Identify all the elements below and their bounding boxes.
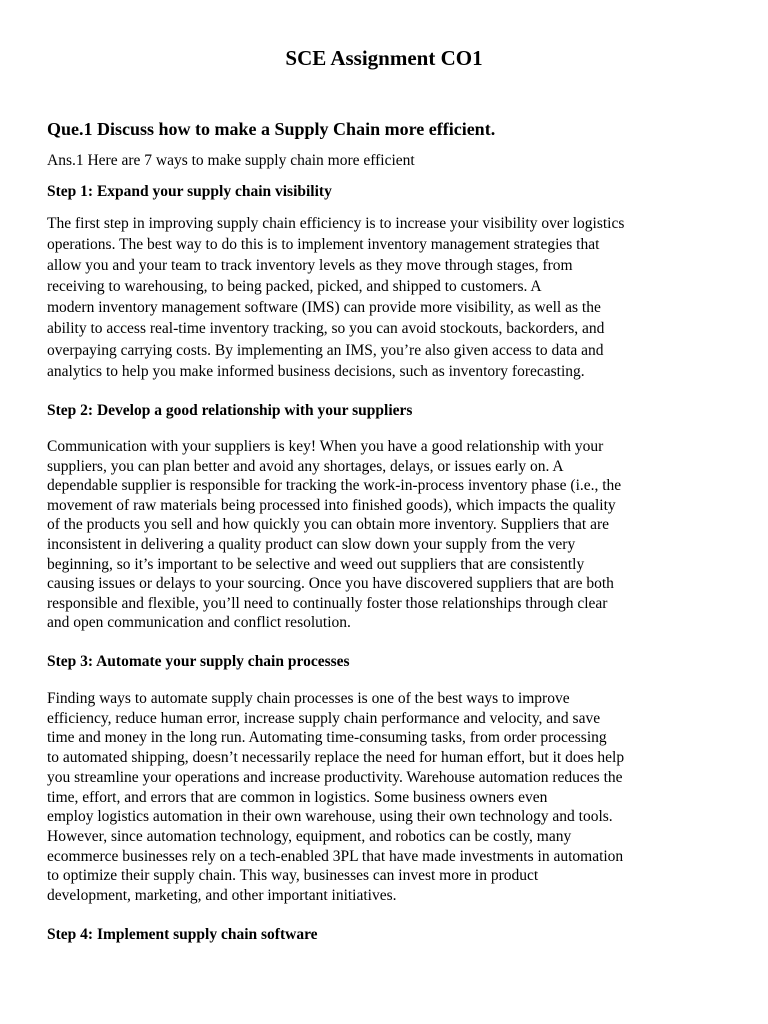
paragraph-line: time, effort, and errors that are common in logistics. Some business owners even xyxy=(47,788,548,806)
paragraph-line: ecommerce businesses rely on a tech-enabled 3PL that have made investments in automation xyxy=(47,847,624,865)
paragraph-line: to automated shipping, doesn’t necessarily replace the need for human effort, but it does help xyxy=(47,749,625,767)
paragraph-line: overpaying carrying costs. By implementing an IMS, you’re also given access to data and xyxy=(47,341,604,359)
paragraph-line: receiving to warehousing, to being packed, picked, and shipped to customers. A xyxy=(47,278,542,296)
step-4-heading: Step 4: Implement supply chain software xyxy=(47,926,318,943)
paragraph-line: ability to access real-time inventory tracking, so you can avoid stockouts, backorders, and xyxy=(47,320,605,338)
paragraph-line: inconsistent in delivering a quality product can slow down your supply from the very xyxy=(47,535,576,553)
paragraph-line: Communication with your suppliers is key! When you have a good relationship with your xyxy=(47,438,604,455)
paragraph-line: dependable supplier is responsible for tracking the work-in-process inventory phase (i.e., the xyxy=(47,477,622,495)
step-3-heading: Step 3: Automate your supply chain processes xyxy=(47,653,350,670)
paragraph-line: suppliers, you can plan better and avoid any shortages, delays, or issues early on. A xyxy=(47,457,564,475)
paragraph-line: to optimize their supply chain. This way, businesses can invest more in product xyxy=(47,867,539,885)
paragraph-line: responsible and flexible, you’ll need to continually foster those relationships through clear xyxy=(47,594,608,612)
paragraph-line: movement of raw materials being processed into finished goods), which impacts the quality xyxy=(47,496,616,514)
paragraph-line: beginning, so it’s important to be selective and weed out suppliers that are consistently xyxy=(47,555,585,573)
paragraph-line: and open communication and conflict resolution. xyxy=(47,614,351,632)
step-2-paragraph xyxy=(47,437,737,633)
paragraph-line: of the products you sell and how quickly you can obtain more inventory. Suppliers that are xyxy=(47,516,610,534)
paragraph-line: Finding ways to automate supply chain processes is one of the best ways to improve xyxy=(47,690,570,707)
paragraph-line: development, marketing, and other important initiatives. xyxy=(47,887,397,905)
step-3-paragraph xyxy=(47,689,737,906)
paragraph-line: modern inventory management software (IMS) can provide more visibility, as well as the xyxy=(47,299,601,317)
paragraph-line: The first step in improving supply chain efficiency is to increase your visibility over logistics xyxy=(47,215,625,232)
paragraph-line: efficiency, reduce human error, increase supply chain performance and velocity, and save xyxy=(47,709,601,727)
answer-intro: Ans.1 Here are 7 ways to make supply chain more efficient xyxy=(47,152,415,169)
step-1-heading: Step 1: Expand your supply chain visibility xyxy=(47,183,332,200)
question-heading: Que.1 Discuss how to make a Supply Chain more efficient. xyxy=(47,119,496,139)
document-title: SCE Assignment CO1 xyxy=(285,46,483,70)
paragraph-line: analytics to help you make informed business decisions, such as inventory forecasting. xyxy=(47,362,585,380)
step-2-heading: Step 2: Develop a good relationship with your suppliers xyxy=(47,402,413,419)
paragraph-line: time and money in the long run. Automating time-consuming tasks, from order processing xyxy=(47,729,607,747)
paragraph-line: allow you and your team to track inventory levels as they move through stages, from xyxy=(47,257,573,275)
paragraph-line: operations. The best way to do this is to implement inventory management strategies that xyxy=(47,236,600,254)
step-1-paragraph xyxy=(47,213,737,382)
paragraph-line: However, since automation technology, equipment, and robotics can be costly, many xyxy=(47,827,572,845)
paragraph-line: employ logistics automation in their own warehouse, using their own technology and tools. xyxy=(47,808,613,826)
paragraph-line: causing issues or delays to your sourcing. Once you have discovered suppliers that are both xyxy=(47,575,614,593)
paragraph-line: you streamline your operations and increase productivity. Warehouse automation reduces the xyxy=(47,768,623,786)
